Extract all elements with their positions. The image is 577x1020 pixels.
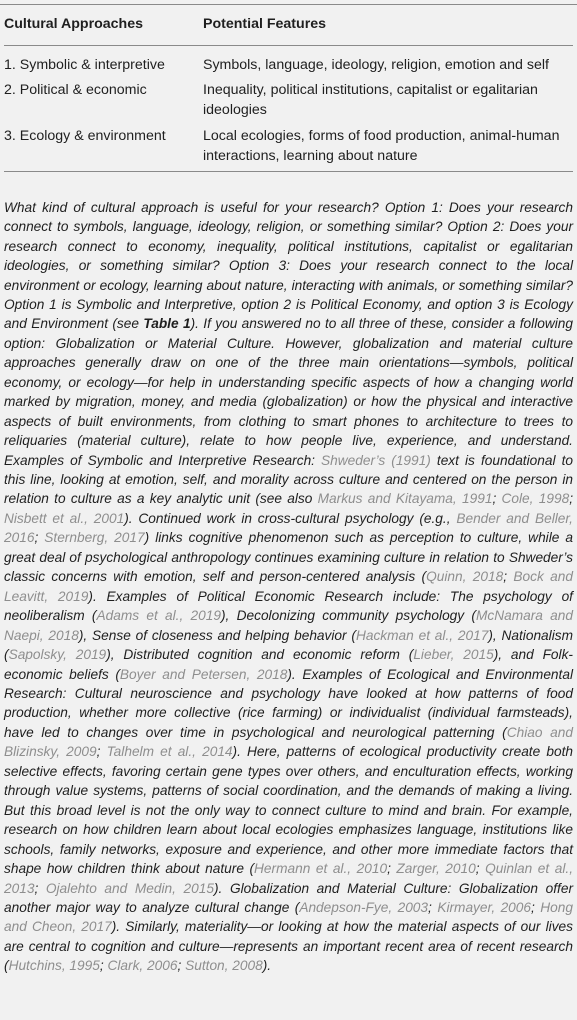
citation-link[interactable]: Hong and Cheon, 2017 bbox=[4, 900, 574, 935]
citation-link[interactable]: Hermann et al., 2010 bbox=[254, 861, 388, 877]
table-row bbox=[4, 120, 573, 172]
citation-link[interactable]: Bender and Beller, 2016 bbox=[4, 510, 573, 546]
citation-link[interactable]: Quinn, 2018 bbox=[426, 569, 504, 585]
citation-link[interactable]: Boyer and Petersen, 2018 bbox=[119, 666, 288, 682]
citation-link[interactable]: Zarger, 2010 bbox=[396, 861, 476, 877]
citation-link[interactable]: Andepson-Fye, 2003 bbox=[299, 900, 429, 915]
column-header-features: Potential Features bbox=[203, 8, 573, 46]
table-top-rule bbox=[0, 4, 577, 5]
citation-link[interactable]: McNamara and Naepi, 2018 bbox=[4, 608, 573, 643]
citation-link[interactable]: Clark, 2006 bbox=[107, 958, 178, 974]
citation-link[interactable]: Cole, 1998 bbox=[501, 491, 570, 507]
approach-cell: 3. Ecology & environment bbox=[4, 120, 203, 172]
approach-cell: 1. Symbolic & interpretive bbox=[4, 57, 165, 73]
table-caption: What kind of cultural approach is useful for your research? Option 1: Does your research connect to symbols, language, ideology, religion, or something similar? Option 2: Does your research connect to economy, inequality, political institutions, capitalist or egalitarian ideologies, or something similar? Option 3: Does your research connect to the local environment or ecology, learning about nature, interacting with animals, or something similar? Option 1 is Symbolic and Interpretive, option 2 is Political Economy, and option 3 is Ecology and Environment (see Table 1). If you answered no to all three of these, consider a following option: Globalization or Material Culture. However, globalization and material culture approaches generally draw on one of the three main orientations—symbols, political economy, or ecology—for help in understanding specific aspects of how a changing world marked by migration, money, and media (globalization) or how the physical and interactive aspects of built environments, from clothing to smart phones to architecture to trees to reliquaries (material culture), relate to how people live, experience, and understand. Examples of Symbolic and Interpretive Research: Shweder’s (1991) text is foundational to this line, looking at emotion, self, and morality across culture and centered on the person in relation to culture as a key analytic unit (see also Markus and Kitayama, 1991; Cole, 1998; Nisbett et al., 2001). Continued work in cross-cultural psychology (e.g., Bender and Beller, 2016; Sternberg, 2017) links cognitive phenomenon such as perception to culture, while a great deal of psychological anthropology continues examining culture in relation to Shweder’s classic concerns with emotion, self and person-centered analysis (Quinn, 2018; Bock and Leavitt, 2019). Examples of Political Economic Research include: The psychology of neoliberalism (Adams et al., 2019), Decolonizing community psychology (McNamara and Naepi, 2018), Sense of closeness and helping behavior (Hackman et al., 2017), Nationalism (Sapolsky, 2019), Distributed cognition and economic reform (Lieber, 2015), and Folk-economic beliefs (Boyer and Petersen, 2018). Examples of Ecological and Environmental Research: Cultural neuroscience and psychology have looked at how patterns of food production, whether more collective (rice farming) or individualist (individual farmsteads), have led to changes over time in psychological and neurological patterning (Chiao and Blizinsky, 2009; Talhelm et al., 2014). Here, patterns of ecological productivity create both selective effects, favoring certain gene types over others, and enculturation effects, working through value systems, patterns of social coordination, and the demands of making a living. But this broad level is not the only way to connect culture to mind and brain. For example, research on how children learn about local ecologies emphasizes language, institutions like schools, family networks, exposure and experience, and other more immediate factors that shape how children think about nature (Hermann et al., 2010; Zarger, 2010; Quinlan et al., 2013; Ojalehto and Medin, 2015). Globalization and Material Culture: Globalization offer another major way to analyze cultural change (Andepson-Fye, 2003; Kirmayer, 2006; Hong and Cheon, 2017). Similarly, materiality—or looking at how the material aspects of our lives are central to cognition and culture—represents an important recent area of recent research (Hutchins, 1995; Clark, 2006; Sutton, 2008). bbox=[4, 199, 574, 974]
citation-link[interactable]: Sternberg, 2017 bbox=[44, 530, 145, 546]
citation-link[interactable]: Adams et al., 2019 bbox=[96, 608, 221, 624]
table-header-row bbox=[4, 8, 573, 46]
features-cell: Local ecologies, forms of food production, animal-human interactions, learning about nature bbox=[203, 120, 573, 172]
column-header-approaches: Cultural Approaches bbox=[4, 8, 203, 46]
citation-link[interactable]: Kirmayer, 2006 bbox=[437, 900, 532, 915]
citation-link[interactable]: Lieber, 2015 bbox=[413, 647, 494, 663]
citation-link[interactable]: Sapolsky, 2019 bbox=[8, 647, 107, 663]
approach-cell: 2. Political & economic bbox=[4, 82, 147, 98]
citation-link[interactable]: Sutton, 2008 bbox=[185, 958, 263, 974]
table-row bbox=[4, 46, 573, 76]
citation-link[interactable]: Bock and Leavitt, 2019 bbox=[4, 569, 573, 604]
features-cell: Symbols, language, ideology, religion, emotion and self bbox=[203, 57, 549, 73]
table-row bbox=[4, 75, 573, 120]
citation-link[interactable]: Ojalehto and Medin, 2015 bbox=[45, 880, 214, 896]
citation-link[interactable]: Talhelm et al., 2014 bbox=[106, 744, 233, 760]
citation-link[interactable]: Hutchins, 1995 bbox=[8, 958, 100, 974]
table-reference-link[interactable]: Table 1 bbox=[143, 316, 191, 332]
citation-link[interactable]: Shweder’s (1991) bbox=[321, 452, 431, 468]
features-cell: Inequality, political institutions, capitalist or egalitarian ideologies bbox=[203, 82, 538, 118]
citation-link[interactable]: Nisbett et al., 2001 bbox=[4, 510, 125, 526]
citation-link[interactable]: Chiao and Blizinsky, 2009 bbox=[4, 724, 573, 760]
cultural-approaches-table bbox=[4, 8, 573, 172]
citation-link[interactable]: Markus and Kitayama, 1991 bbox=[317, 491, 493, 507]
citation-link[interactable]: Quinlan et al., 2013 bbox=[4, 861, 574, 896]
citation-link[interactable]: Hackman et al., 2017 bbox=[355, 627, 489, 643]
